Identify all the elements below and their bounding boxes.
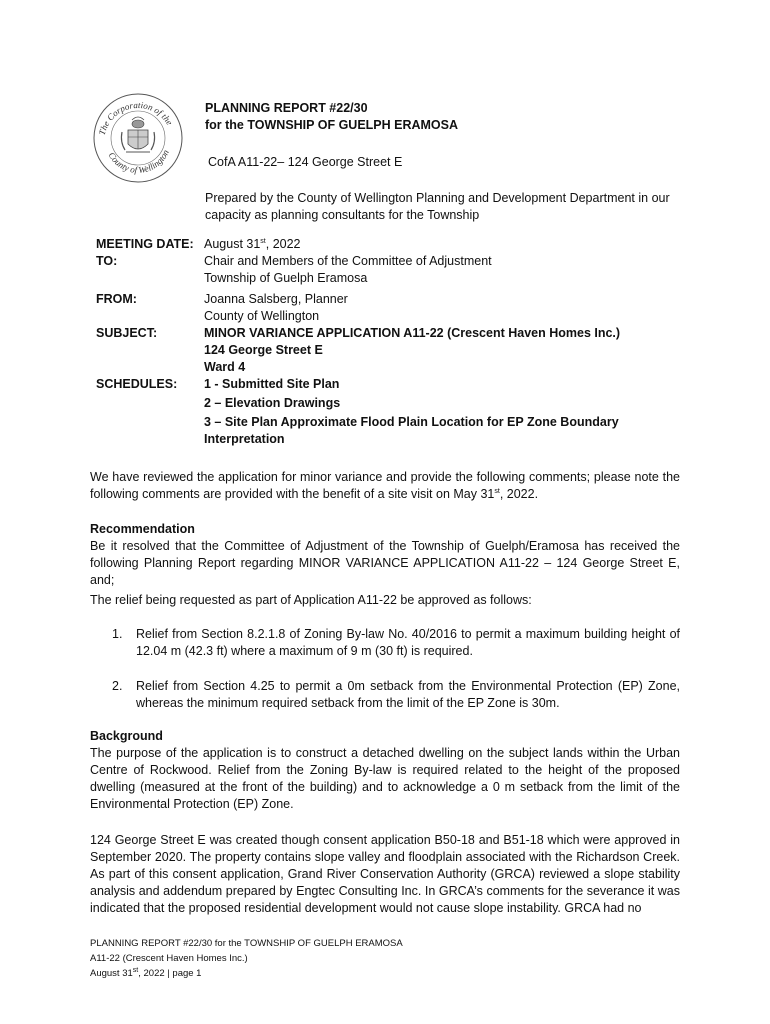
to-value: Chair and Members of the Committee of Adjustment Township of Guelph Eramosa xyxy=(204,254,492,285)
page-footer: PLANNING REPORT #22/30 for the TOWNSHIP OF GUELPH ERAMOSA A11-22 (Crescent Haven Homes Inc.) August 31st, 2022 | page 1 xyxy=(90,938,403,979)
background-paragraph-1: The purpose of the application is to construct a detached dwelling on the subject lands within the Urban Centre of Rockwood. Relief from the Zoning By-law is required related to the height of the proposed dwelling (measured at the front of the building) and to acknowledge a 0 m setback from the limit of the Environmental Protection (EP) Zone. xyxy=(90,746,680,811)
list-item: 2. Relief from Section 4.25 to permit a 0m setback from the Environmental Protection (EP) Zone, whereas the minimum required setback from the limit of the EP Zone is 30m. xyxy=(112,679,680,710)
memo-details xyxy=(96,236,696,448)
subject-label: SUBJECT: xyxy=(96,326,158,340)
meeting-date-label: MEETING DATE: xyxy=(96,237,194,251)
from-label: FROM: xyxy=(96,292,137,306)
list-item: 1. Relief from Section 8.2.1.8 of Zoning By-law No. 40/2016 to permit a maximum building height of 12.04 m (42.3 ft) where a maximum of 9 m (30 ft) is required. xyxy=(112,627,680,658)
recommendation-text: Be it resolved that the Committee of Adjustment of the Township of Guelph/Eramosa has received the following Planning Report regarding MINOR VARIANCE APPLICATION A11-22 – 124 George Street E, and; xyxy=(90,539,680,587)
intro-paragraph: We have reviewed the application for minor variance and provide the following comments; please note the following comments are provided with the benefit of a site visit on May 31st, 2022. xyxy=(90,470,680,501)
recommendation-title: Recommendation xyxy=(90,522,195,536)
report-title-line2: for the TOWNSHIP OF GUELPH ERAMOSA xyxy=(205,118,459,132)
file-reference: CofA A11-22– 124 George Street E xyxy=(208,155,403,169)
county-seal-icon xyxy=(92,92,184,184)
recommendation-section xyxy=(90,521,680,589)
meeting-date-value: August 31st, 2022 xyxy=(204,237,301,251)
background-paragraph-2: 124 George Street E was created though consent application B50-18 and B51-18 which were approved in September 2020. The property contains slope valley and floodplain associated with the Richardson Creek. As part of this consent application, Grand River Conservation Authority (GRCA) reviewed a slope stability analysis and addendum prepared by Engtec Consulting Inc. In GRCA’s comments for the severance it was indicated that the proposed residential development would not cause slope instability. GRCA had no xyxy=(90,833,680,915)
prepared-by: Prepared by the County of Wellington Planning and Development Department in our capacity as planning consultants for the Township xyxy=(205,191,670,222)
from-value: Joanna Salsberg, Planner County of Wellington xyxy=(204,292,348,323)
background-title: Background xyxy=(90,729,163,743)
to-label: TO: xyxy=(96,254,118,268)
seal-text-bottom: County of Wellington xyxy=(106,148,171,176)
schedules-value: 1 - Submitted Site Plan 2 – Elevation Drawings 3 – Site Plan Approximate Flood Plain Location for EP Zone Boundary Interpretation xyxy=(204,377,619,446)
seal-text-top: The Corporation of the xyxy=(96,99,175,137)
report-header xyxy=(205,100,685,224)
subject-value: MINOR VARIANCE APPLICATION A11-22 (Crescent Haven Homes Inc.) 124 George Street E Ward 4 xyxy=(204,326,621,374)
background-section xyxy=(90,728,680,813)
relief-intro: The relief being requested as part of Application A11-22 be approved as follows: xyxy=(90,593,532,607)
schedules-label: SCHEDULES: xyxy=(96,377,178,391)
report-title-line1: PLANNING REPORT #22/30 xyxy=(205,101,368,115)
